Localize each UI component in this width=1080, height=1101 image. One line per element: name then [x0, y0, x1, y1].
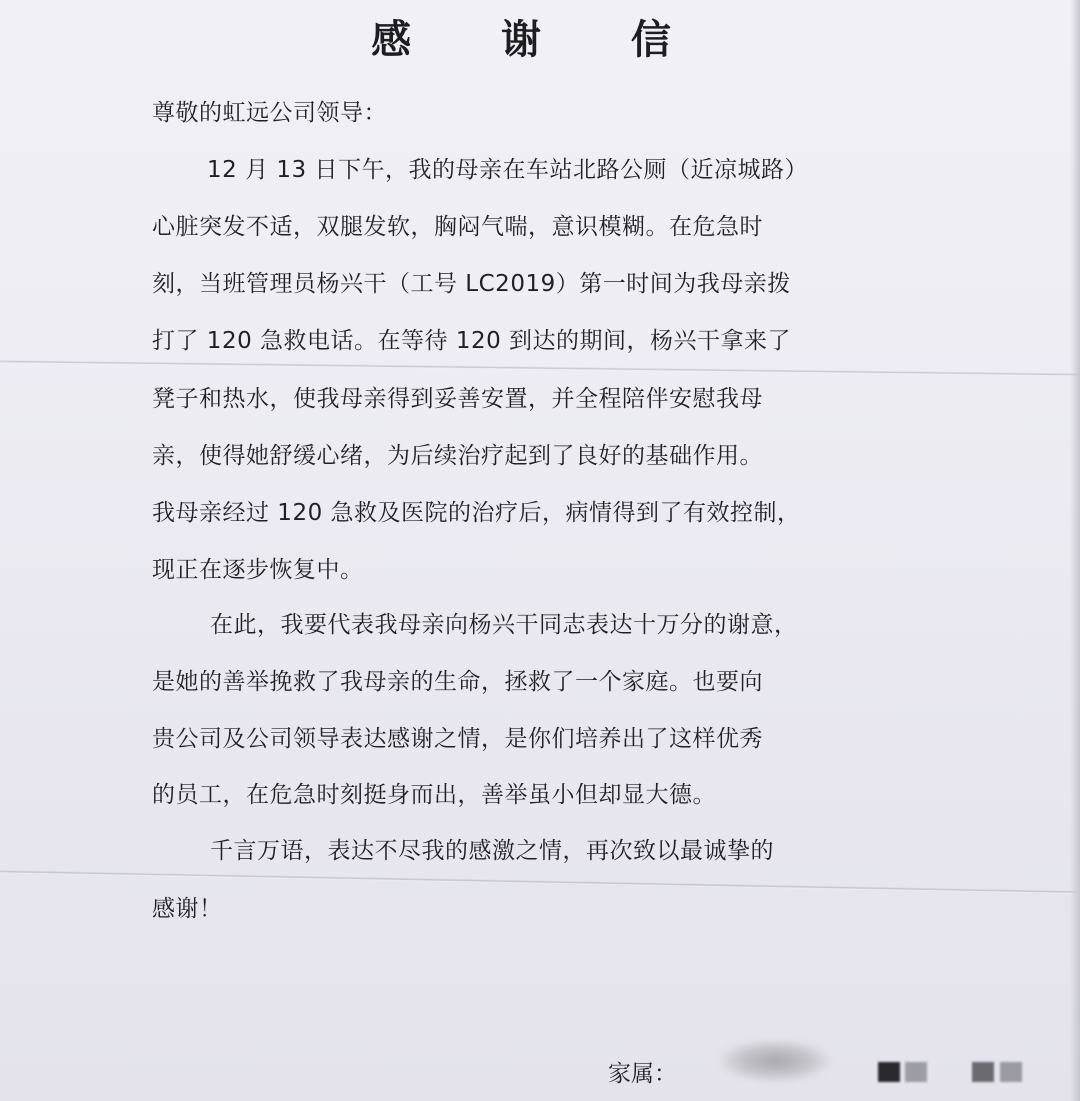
redacted-name: [720, 1040, 830, 1082]
letter-title: 感 谢 信: [371, 16, 709, 63]
letter-line: 现正在逐步恢复中。: [152, 557, 364, 583]
letter-line: 刻，当班管理员杨兴干（工号 LC2019）第一时间为我母亲拨: [152, 271, 791, 297]
letter-line: 千言万语，表达不尽我的感激之情，再次致以最诚挚的: [210, 838, 774, 864]
letter-line: 凳子和热水，使我母亲得到妥善安置，并全程陪伴安慰我母: [152, 386, 763, 412]
letter-line: 心脏突发不适，双腿发软，胸闷气喘，意识模糊。在危急时: [152, 214, 763, 240]
letter-line: 12 月 13 日下午，我的母亲在车站北路公厕（近凉城路）: [207, 157, 808, 183]
redacted-block: [1000, 1062, 1022, 1082]
letter-line: 打了 120 急救电话。在等待 120 到达的期间，杨兴干拿来了: [152, 328, 792, 354]
paper-edge-shadow: [1070, 0, 1080, 1101]
letter-line: 亲，使得她舒缓心绪，为后续治疗起到了良好的基础作用。: [152, 443, 763, 469]
letter-greeting: 尊敬的虹远公司领导：: [152, 100, 387, 126]
redacted-block: [972, 1062, 994, 1082]
letter-line: 的员工，在危急时刻挺身而出，善举虽小但却显大德。: [152, 782, 716, 808]
letter-line: 在此，我要代表我母亲向杨兴干同志表达十万分的谢意，: [210, 612, 798, 638]
letter-line: 我母亲经过 120 急救及医院的治疗后，病情得到了有效控制，: [152, 500, 801, 526]
letter-line: 感谢！: [152, 896, 223, 922]
letter-line: 贵公司及公司领导表达感谢之情，是你们培养出了这样优秀: [152, 726, 763, 752]
redacted-block: [878, 1062, 900, 1082]
signature-label: 家属：: [608, 1061, 677, 1087]
letter-line: 是她的善举挽救了我母亲的生命，拯救了一个家庭。也要向: [152, 669, 763, 695]
redacted-block: [905, 1062, 927, 1082]
paper-fold-line: [0, 360, 1080, 376]
